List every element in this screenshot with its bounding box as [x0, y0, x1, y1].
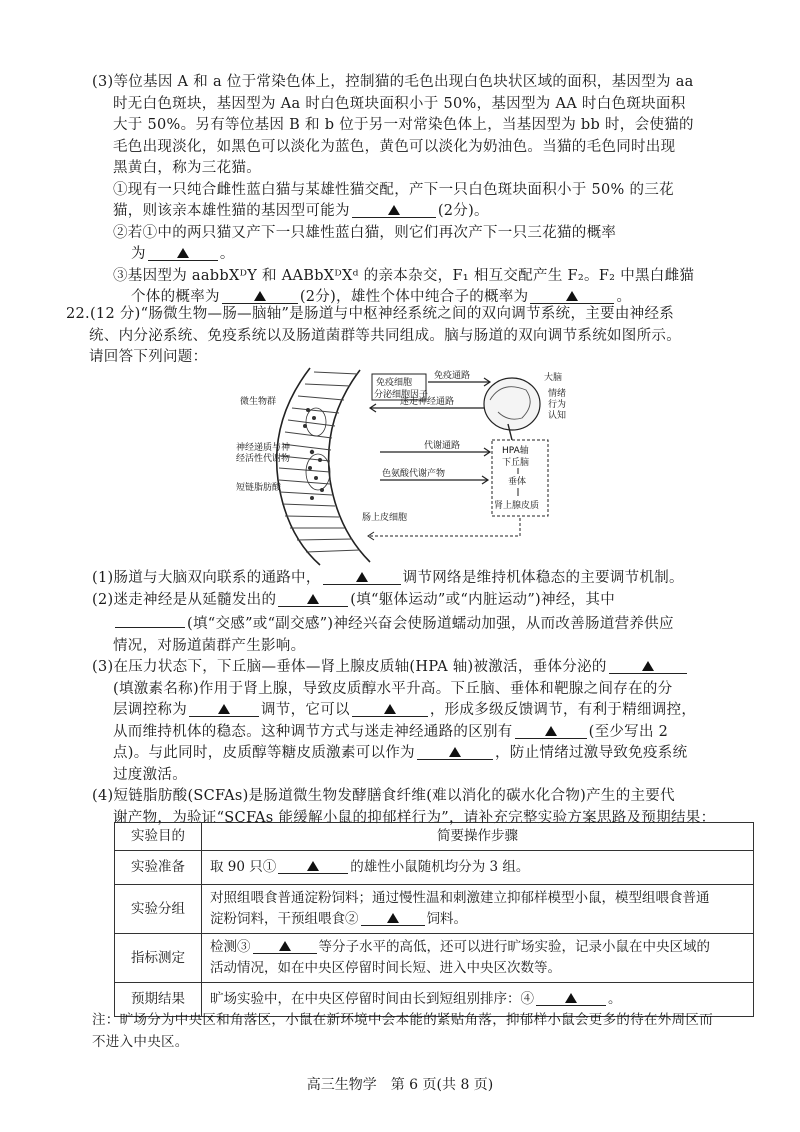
answer-blank[interactable]	[323, 568, 401, 585]
q22-sub3: (3)在压力状态下，下丘脑—垂体—肾上腺皮质轴(HPA 轴)被激活，垂体分泌的 (填激素名称)作用于肾上腺，导致皮质醇水平升高。下丘脑、垂体和靶腺之间存在的分 层调控称为 调节，它可以 ，形成多级反馈调节，有利于精细调控， 从而维持机体的稳态。这种调节方式与迷走神经通路的区别有 (至少写出 2 点)。与此同时，皮质醇等糖皮质激素可以作为 ，防止情绪过激导致免疫系统 过度激活。	[92, 659, 697, 783]
triangle-icon	[388, 205, 400, 215]
answer-blank[interactable]	[278, 857, 348, 874]
label-metabolic-pathway: 代谢通路	[424, 441, 461, 451]
table-row	[115, 885, 754, 934]
answer-blank[interactable]	[352, 700, 428, 717]
label-microbe: 微生物群	[240, 397, 277, 407]
label-neuro-2: 经活性代谢物	[236, 454, 291, 464]
triangle-icon	[449, 747, 461, 757]
label-cognition: 认知	[548, 411, 567, 421]
table-header: 简要操作步骤	[202, 823, 754, 851]
answer-blank[interactable]	[115, 611, 185, 628]
triangle-icon	[566, 291, 578, 301]
q21-text-line: 大于 50%。另有等位基因 B 和 b 位于另一对常染色体上，当基因型为 bb 时，会使猫的	[113, 117, 694, 133]
triangle-icon	[384, 704, 396, 714]
triangle-icon	[545, 726, 557, 736]
table-row	[115, 851, 754, 885]
answer-blank[interactable]	[253, 937, 317, 954]
label-behavior: 行为	[548, 400, 567, 410]
table-cell: 检测③ 等分子水平的高低，还可以进行旷场实验，记录小鼠在中央区域的 活动情况，如在中央区停留时间长短、进入中央区次数等。	[202, 934, 754, 983]
row-label: 实验准备	[115, 851, 202, 885]
table-cell: 对照组喂食普通淀粉饲料；通过慢性温和刺激建立抑郁样模型小鼠，模型组喂食普通 淀粉饲料，干预组喂食② 饲料。	[202, 885, 754, 934]
label-hpa: HPA轴	[502, 446, 529, 456]
q21-text-line: 时无白色斑块，基因型为 Aa 时白色斑块面积小于 50%，基因型为 AA 时白色斑块面积	[113, 95, 686, 112]
label-emotion: 情绪	[548, 389, 567, 399]
q22-sub4: (4)短链脂肪酸(SCFAs)是肠道微生物发酵膳食纤维(难以消化的碳水化合物)产生的主要代 谢产物，为验证“SCFAs 能缓解小鼠的抑郁样行为”，请补充完整实验方案思路及预期结果：	[92, 788, 716, 826]
label-adrenal: 肾上腺皮质	[494, 501, 540, 511]
label-pituitary: 垂体	[508, 477, 527, 487]
answer-blank[interactable]	[609, 657, 687, 674]
q21-text-line: 毛色出现淡化，如黑色可以淡化为蓝色，黄色可以淡化为奶油色。当猫的毛色同时出现	[113, 138, 676, 155]
answer-blank[interactable]	[536, 989, 606, 1006]
table-cell: 旷场实验中，在中央区停留时间由长到短组别排序：④ 。	[202, 983, 754, 1017]
label-vagus-pathway: 迷走神经通路	[400, 397, 455, 407]
q21-text-line: (3)等位基因 A 和 a 位于常染色体上，控制猫的毛色出现白色块状区域的面积，基因型为 aa	[92, 74, 694, 90]
row-label: 实验分组	[115, 885, 202, 934]
row-label: 预期结果	[115, 983, 202, 1017]
table-cell: 取 90 只① 的雄性小鼠随机均分为 3 组。	[202, 851, 754, 885]
answer-blank[interactable]	[222, 287, 298, 304]
label-hypothalamus: 下丘脑	[502, 458, 530, 468]
answer-blank[interactable]	[530, 287, 614, 304]
q21-sub3: ③基因型为 aabbXᴰY 和 AABbXᴰXᵈ 的亲本杂交，F₁ 相互交配产生 F₂。F₂ 中黑白雌猫 个体的概率为 (2分)，雄性个体中纯合子的概率为 。	[113, 267, 695, 305]
label-epithelium: 肠上皮细胞	[362, 513, 408, 523]
q21-sub2: ②若①中的两只猫又产下一只雄性蓝白猫，则它们再次产下一只三花猫的概率 为 。	[113, 224, 617, 262]
triangle-icon	[254, 291, 266, 301]
q21-sub1: ①现有一只纯合雌性蓝白猫与某雄性猫交配，产下一只白色斑块面积小于 50% 的三花 猫，则该亲本雄性猫的基因型可能为 (2分)。	[113, 181, 674, 219]
triangle-icon	[279, 941, 291, 951]
q21-part3	[92, 72, 752, 309]
answer-blank[interactable]	[361, 909, 425, 926]
triangle-icon	[307, 594, 319, 604]
triangle-icon	[387, 913, 399, 923]
answer-blank[interactable]	[417, 743, 493, 760]
experiment-table	[114, 822, 754, 1017]
answer-blank[interactable]	[515, 722, 587, 739]
answer-blank[interactable]	[148, 244, 218, 261]
label-secreted-factor: 分泌细胞因子	[374, 390, 429, 400]
q22-sub2: (2)迷走神经是从延髓发出的 (填“躯体运动”或“内脏运动”)神经，其中 (填“交感”或“副交感”)神经兴奋会使肠道蠕动加强，从而改善肠道营养供应 情况，对肠道菌群产生影响。	[92, 591, 674, 654]
label-tryptophan: 色氨酸代谢产物	[382, 469, 446, 479]
triangle-icon	[356, 572, 368, 582]
gut-brain-axis-figure	[236, 360, 580, 570]
q22-questions	[92, 568, 752, 829]
label-scfa: 短链脂肪酸	[236, 483, 282, 493]
label-neuro-1: 神经递质与神	[236, 443, 291, 453]
answer-blank[interactable]	[352, 201, 436, 218]
page-footer: 高三生物学 第 6 页(共 8 页)	[306, 1077, 494, 1093]
triangle-icon	[307, 861, 319, 871]
table-row	[115, 823, 754, 851]
answer-blank[interactable]	[189, 700, 259, 717]
triangle-icon	[177, 248, 189, 258]
table-row	[115, 934, 754, 983]
row-label: 指标测定	[115, 934, 202, 983]
label-immune-pathway: 免疫通路	[434, 371, 471, 381]
q22-intro: 22.(12 分)“肠微生物—肠—脑轴”是肠道与中枢神经系统之间的双向调节系统，主要由神经系 统、内分泌系统、免疫系统以及肠道菌群等共同组成。脑与肠道的双向调节系统如图所示。 请回答下列问题：	[66, 306, 681, 365]
q21-text-line: 黑黄白，称为三花猫。	[113, 160, 261, 176]
triangle-icon	[218, 704, 230, 714]
q22-sub1: (1)肠道与大脑双向联系的通路中， 调节网络是维持机体稳态的主要调节机制。	[92, 570, 684, 586]
table-header: 实验目的	[115, 823, 202, 851]
answer-blank[interactable]	[278, 590, 348, 607]
triangle-icon	[565, 993, 577, 1003]
triangle-icon	[642, 661, 654, 671]
label-brain: 大脑	[544, 373, 563, 383]
label-immune-cells: 免疫细胞	[376, 378, 413, 388]
table-note: 注：旷场分为中央区和角落区，小鼠在新环境中会本能的紧贴角落，抑郁样小鼠会更多的待在外周区而 不进入中央区。	[92, 1012, 713, 1050]
